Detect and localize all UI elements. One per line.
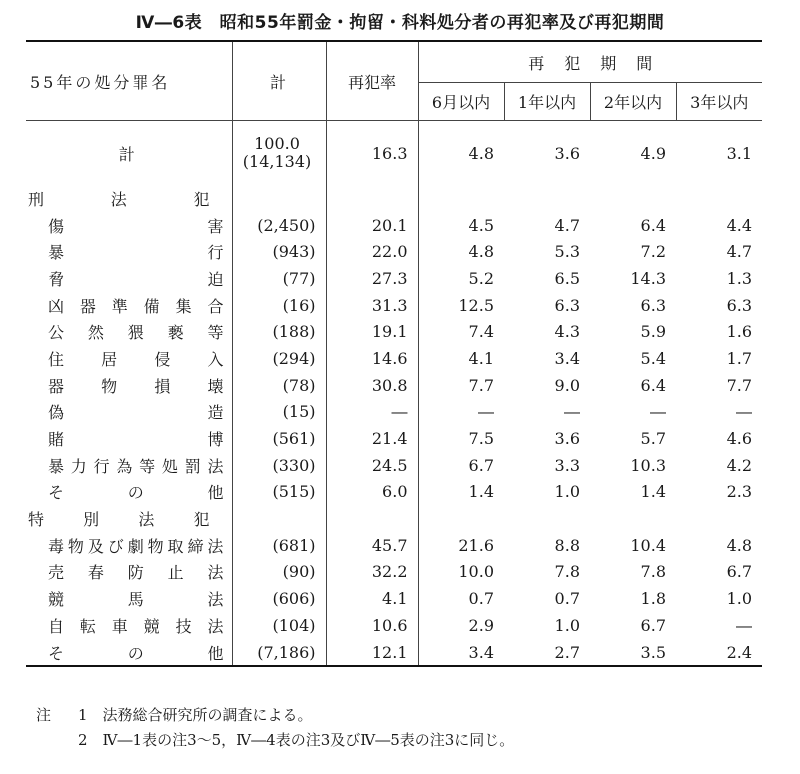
period-value-cell: 14.3 <box>630 268 666 288</box>
header-offense-name: 55年の処分罪名 <box>26 41 232 121</box>
period-value-cell: 10.0 <box>458 562 494 582</box>
period-value-cell: 1.0 <box>726 589 753 609</box>
period-value-cell: 3.1 <box>726 143 753 163</box>
recidivism-rate-cell: 32.2 <box>326 559 418 586</box>
total-cell <box>232 185 326 212</box>
table-row <box>26 185 762 212</box>
offense-name: 賭 博 <box>48 430 224 450</box>
period-value-cell: 2.4 <box>726 642 753 662</box>
period-value-cell: 5.9 <box>640 322 666 342</box>
recidivism-rate-cell: 10.6 <box>326 612 418 639</box>
period-value-cell: 7.8 <box>554 562 580 582</box>
offense-name: 刑 法 犯 <box>28 189 210 209</box>
offense-name: そ の 他 <box>48 643 224 663</box>
total-cell: (943) <box>232 238 326 265</box>
offense-name-cell <box>26 372 232 399</box>
total-count: (14,134) <box>242 152 312 171</box>
header-recidivism-rate: 再犯率 <box>326 41 418 121</box>
period-value-cell: 9.0 <box>554 375 580 395</box>
period-value-cell: 0.7 <box>554 589 580 609</box>
period-value-cell: 10.3 <box>630 455 666 475</box>
period-value-cell <box>590 505 676 532</box>
offense-name-cell <box>26 345 232 372</box>
notes-label: 注 <box>36 706 52 724</box>
period-value-cell: 6.7 <box>726 562 753 582</box>
table-row <box>26 265 762 292</box>
table-row <box>26 505 762 532</box>
total-cell: (2,450) <box>232 212 326 239</box>
header-period-6m: 6月以内 <box>418 83 504 121</box>
period-value-cell <box>676 505 762 532</box>
period-value-cell: 4.8 <box>468 242 494 262</box>
period-value-cell: 2.3 <box>726 482 753 502</box>
offense-name-cell <box>26 585 232 612</box>
table-row <box>26 399 762 426</box>
period-value-cell: 3.4 <box>468 642 494 662</box>
period-value-cell <box>676 185 762 212</box>
period-value-cell: 7.7 <box>468 375 494 395</box>
offense-name: 傷 害 <box>48 216 224 236</box>
period-value-cell: 2.7 <box>554 642 580 662</box>
total-cell: (78) <box>232 372 326 399</box>
period-value-cell: 6.5 <box>554 268 580 288</box>
table-row <box>26 425 762 452</box>
total-cell: (294) <box>232 345 326 372</box>
header-recidivism-period: 再犯期間 <box>418 41 762 83</box>
recidivism-rate-cell: 16.3 <box>326 121 418 186</box>
period-value-cell: 6.4 <box>640 375 666 395</box>
period-value-cell: 7.5 <box>468 429 494 449</box>
period-value-cell: 7.8 <box>640 562 666 582</box>
table-row <box>26 121 762 186</box>
total-cell: (7,186) <box>232 639 326 667</box>
recidivism-rate-cell: 24.5 <box>326 452 418 479</box>
offense-name-cell <box>26 238 232 265</box>
table-body <box>26 121 762 667</box>
recidivism-rate-cell <box>326 185 418 212</box>
period-value-cell: 5.7 <box>640 429 666 449</box>
recidivism-rate-cell: 45.7 <box>326 532 418 559</box>
note-2 <box>36 728 514 753</box>
table-row <box>26 532 762 559</box>
offense-name: 特 別 法 犯 <box>28 510 210 530</box>
total-cell: (561) <box>232 425 326 452</box>
note-1-text: 1 法務総合研究所の調査による。 <box>78 706 313 724</box>
total-cell: (16) <box>232 292 326 319</box>
offense-name: 暴 力 行 為 等 処 罰 法 <box>48 456 224 476</box>
period-value-cell: 1.0 <box>554 615 580 635</box>
offense-name: 売 春 防 止 法 <box>48 563 224 583</box>
period-value-cell: 3.6 <box>554 429 580 449</box>
total-cell <box>232 505 326 532</box>
header-period-3y: 3年以内 <box>676 83 762 121</box>
header-total: 計 <box>232 41 326 121</box>
table-row <box>26 345 762 372</box>
offense-name-cell <box>26 292 232 319</box>
offense-name-cell <box>26 185 232 212</box>
header-period-2y: 2年以内 <box>590 83 676 121</box>
period-value-cell: 21.6 <box>458 535 494 555</box>
period-value-cell: 3.3 <box>554 455 580 475</box>
recidivism-table <box>26 40 762 667</box>
period-value-cell: 4.7 <box>726 242 753 262</box>
table-row <box>26 639 762 667</box>
period-value-cell <box>504 185 590 212</box>
period-value-cell: ― <box>736 402 753 422</box>
period-value-cell: ― <box>650 402 666 422</box>
total-cell <box>232 121 326 186</box>
offense-name: 毒 物 及 び 劇 物 取 締 法 <box>48 536 224 556</box>
period-value-cell: 1.0 <box>554 482 580 502</box>
offense-name: そ の 他 <box>48 483 224 503</box>
recidivism-rate-cell: 22.0 <box>326 238 418 265</box>
recidivism-rate-cell: 19.1 <box>326 318 418 345</box>
offense-name: 暴 行 <box>48 243 224 263</box>
offense-name-cell <box>26 505 232 532</box>
offense-name: 公 然 猥 褻 等 <box>48 323 224 343</box>
recidivism-rate-cell: 30.8 <box>326 372 418 399</box>
period-value-cell: 4.5 <box>468 215 494 235</box>
recidivism-rate-cell: 6.0 <box>326 479 418 506</box>
period-value-cell: 6.7 <box>640 615 666 635</box>
offense-name-cell <box>26 399 232 426</box>
period-value-cell <box>504 505 590 532</box>
period-value-cell: 4.8 <box>726 535 753 555</box>
total-cell: (188) <box>232 318 326 345</box>
period-value-cell: 6.7 <box>468 455 494 475</box>
period-value-cell: 1.7 <box>726 348 753 368</box>
table-row <box>26 585 762 612</box>
offense-name: 自 転 車 競 技 法 <box>48 616 224 636</box>
period-value-cell: 4.1 <box>468 348 494 368</box>
offense-name-cell <box>26 265 232 292</box>
period-value-cell: 12.5 <box>458 295 494 315</box>
total-cell: (15) <box>232 399 326 426</box>
period-value-cell: 6.3 <box>726 295 753 315</box>
period-value-cell: 1.4 <box>468 482 494 502</box>
header-period-1y: 1年以内 <box>504 83 590 121</box>
recidivism-rate-cell <box>326 505 418 532</box>
recidivism-rate-cell: 21.4 <box>326 425 418 452</box>
recidivism-rate-cell: 31.3 <box>326 292 418 319</box>
total-cell: (515) <box>232 479 326 506</box>
offense-name-cell <box>26 452 232 479</box>
recidivism-rate-cell: 20.1 <box>326 212 418 239</box>
total-cell: (330) <box>232 452 326 479</box>
period-value-cell: 6.3 <box>554 295 580 315</box>
offense-name-cell <box>26 121 232 186</box>
recidivism-rate-cell: 4.1 <box>326 585 418 612</box>
period-value-cell: 5.2 <box>468 268 494 288</box>
table-row <box>26 479 762 506</box>
period-value-cell: 5.4 <box>640 348 666 368</box>
offense-name: 凶 器 準 備 集 合 <box>48 296 224 316</box>
period-value-cell: 4.3 <box>554 322 580 342</box>
period-value-cell: 4.9 <box>640 143 666 163</box>
period-value-cell: 1.8 <box>640 589 666 609</box>
total-cell: (104) <box>232 612 326 639</box>
period-value-cell: 3.5 <box>640 642 666 662</box>
period-value-cell: 1.3 <box>726 268 753 288</box>
period-value-cell: 3.4 <box>554 348 580 368</box>
offense-name: 住 居 侵 入 <box>48 349 224 369</box>
note-1 <box>36 703 514 728</box>
period-value-cell: 4.2 <box>726 455 753 475</box>
offense-name: 計 <box>118 144 135 164</box>
period-value-cell: 4.8 <box>468 143 494 163</box>
period-value-cell: 4.6 <box>726 429 753 449</box>
period-value-cell: 7.4 <box>468 322 494 342</box>
total-cell: (606) <box>232 585 326 612</box>
offense-name-cell <box>26 212 232 239</box>
offense-name-cell <box>26 479 232 506</box>
period-value-cell: 8.8 <box>554 535 580 555</box>
period-value-cell <box>418 505 504 532</box>
table-row <box>26 559 762 586</box>
period-value-cell: 10.4 <box>630 535 666 555</box>
table-row <box>26 238 762 265</box>
period-value-cell: ― <box>478 402 494 422</box>
total-cell: (90) <box>232 559 326 586</box>
offense-name: 競 馬 法 <box>48 590 224 610</box>
offense-name-cell <box>26 532 232 559</box>
offense-name: 脅 迫 <box>48 269 224 289</box>
table-row <box>26 612 762 639</box>
table-row <box>26 318 762 345</box>
recidivism-rate-cell: 14.6 <box>326 345 418 372</box>
table-row <box>26 372 762 399</box>
total-cell: (681) <box>232 532 326 559</box>
period-value-cell: 3.6 <box>554 143 580 163</box>
table-row <box>26 292 762 319</box>
period-value-cell: 4.4 <box>726 215 753 235</box>
offense-name-cell <box>26 318 232 345</box>
recidivism-rate-cell: 27.3 <box>326 265 418 292</box>
period-value-cell: 7.2 <box>640 242 666 262</box>
offense-name-cell <box>26 639 232 667</box>
period-value-cell: 4.7 <box>554 215 580 235</box>
period-value-cell: 6.3 <box>640 295 666 315</box>
period-value-cell: 1.4 <box>640 482 666 502</box>
period-value-cell <box>590 185 676 212</box>
period-value-cell: 6.4 <box>640 215 666 235</box>
offense-name-cell <box>26 559 232 586</box>
period-value-cell: ― <box>564 402 580 422</box>
total-cell: (77) <box>232 265 326 292</box>
period-value-cell: 7.7 <box>726 375 753 395</box>
table-row <box>26 212 762 239</box>
total-percent: 100.0 <box>254 134 300 153</box>
offense-name: 偽 造 <box>48 403 224 423</box>
recidivism-rate-cell: 12.1 <box>326 639 418 667</box>
table-title: Ⅳ―6表 昭和55年罰金・拘留・科料処分者の再犯率及び再犯期間 <box>135 13 665 33</box>
period-value-cell <box>418 185 504 212</box>
recidivism-rate-cell: ― <box>326 399 418 426</box>
period-value-cell: 2.9 <box>468 615 494 635</box>
period-value-cell: ― <box>736 615 753 635</box>
offense-name: 器 物 損 壊 <box>48 376 224 396</box>
notes <box>36 703 514 753</box>
offense-name-cell <box>26 425 232 452</box>
period-value-cell: 1.6 <box>726 322 753 342</box>
offense-name-cell <box>26 612 232 639</box>
table-row <box>26 452 762 479</box>
period-value-cell: 5.3 <box>554 242 580 262</box>
note-2-text: 2 Ⅳ―1表の注3～5，Ⅳ―4表の注3及びⅣ―5表の注3に同じ。 <box>78 731 515 749</box>
period-value-cell: 0.7 <box>468 589 494 609</box>
